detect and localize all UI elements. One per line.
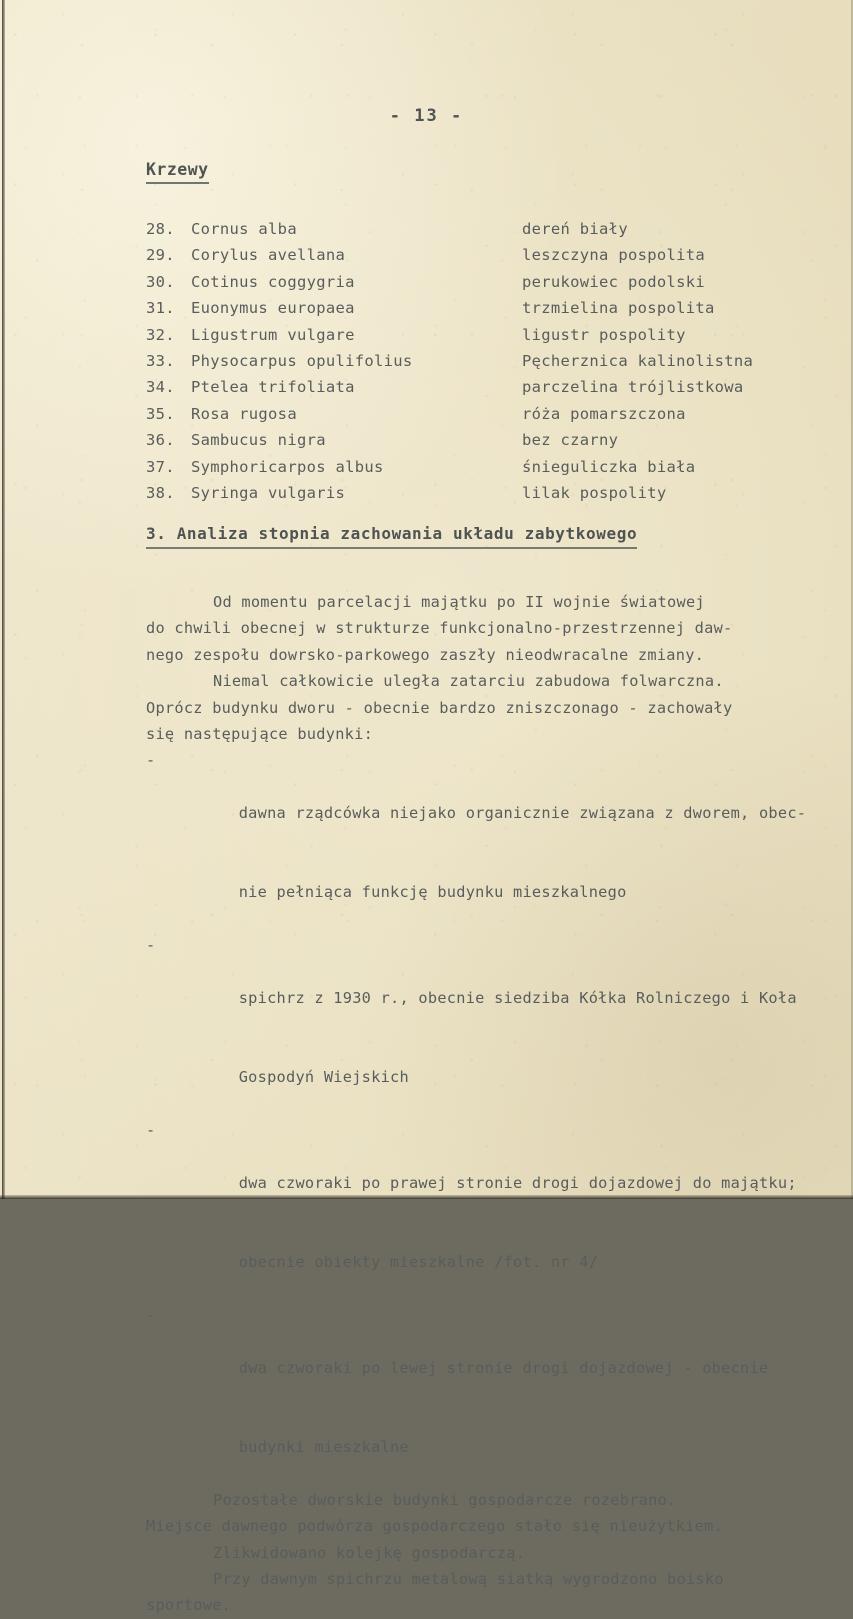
species-row [0,326,853,352]
paragraph-3-line-2: Miejsce dawnego podwórza gospodarczego stało się nieużytkiem. [146,1517,724,1536]
building-item-line-2-wrap [146,1223,806,1302]
species-number: 34. [146,378,175,397]
species-number: 28. [146,220,175,238]
building-list-item [146,1117,806,1223]
bullet-dash-icon: - [146,751,156,770]
building-item-line-1: dwa czworaki po lewej stronie drogi dojazdowej - obecnie [238,1358,769,1377]
building-item-line-1: dawna rządcówka niejako organicznie związana z dworem, obec- [238,804,807,823]
species-number: 35. [146,404,175,423]
species-latin-name: Cotinus coggygria [191,272,355,291]
species-latin-name: Symphoricarpos albus [191,457,384,476]
building-item-line-2: budynki mieszkalne [238,1438,409,1456]
species-row [0,299,853,325]
species-number: 38. [146,483,175,502]
paragraph-2-line-3: się następujące budynki: [146,725,374,744]
analysis-heading-label: 3. Analiza stopnia zachowania układu zabytkowego [146,524,638,543]
building-list-item [146,932,806,1038]
species-number: 29. [146,246,175,265]
species-polish-name: perukowiec podolski [522,272,706,291]
species-row [0,273,853,299]
paragraph-4-line-1: Zlikwidowano kolejkę gospodarczą. [213,1543,526,1562]
species-polish-name: bez czarny [522,431,619,450]
species-polish-name: trzmielina pospolita [522,299,715,318]
species-polish-name: parczelina trójlistkowa [522,378,744,397]
paragraph-5-line-1: Przy dawnym spichrzu metalową siatką wygrodzono boisko [213,1570,724,1589]
analysis-heading-underline [146,547,637,549]
paragraph-5-line-2: sportowe. [146,1596,232,1615]
species-number: 32. [146,325,175,344]
species-row [0,458,853,484]
bullet-dash-icon: - [146,1305,156,1324]
species-polish-name: ligustr pospolity [522,325,686,344]
bullet-dash-icon: - [146,936,156,955]
species-latin-name: Sambucus nigra [191,431,326,450]
building-item-line-2-wrap [146,1408,806,1487]
species-latin-name: Euonymus europaea [191,299,355,318]
species-row [0,378,853,404]
building-item-line-2: Gospodyń Wiejskich [238,1068,409,1087]
building-item-line-1: dwa czworaki po prawej stronie drogi dojazdowej do majątku; [238,1173,797,1192]
species-polish-name: lilak pospolity [522,483,667,502]
species-number: 31. [146,299,175,318]
species-row [0,484,853,510]
page-number: - 13 - [389,106,464,126]
species-latin-name: Ptelea trifoliata [191,378,355,397]
species-polish-name: leszczyna pospolita [522,246,706,265]
analysis-section-heading [146,524,637,549]
shrub-species-list [0,220,853,510]
species-latin-name: Physocarpus opulifolius [191,351,413,370]
paragraph-1-line-2: do chwili obecnej w strukturze funkcjonalno-przestrzennej daw- [146,619,733,638]
shrubs-heading-underline [146,182,209,184]
species-number: 37. [146,457,175,476]
paragraph-3-line-1: Pozostałe dworskie budynki gospodarcze rozebrano. [213,1490,677,1509]
shrubs-heading-label: Krzewy [146,160,209,179]
building-item-line-1: spichrz z 1930 r., obecnie siedziba Kółka Rolniczego i Koła [238,989,797,1008]
building-list-item [146,1302,806,1408]
species-latin-name: Ligustrum vulgare [191,325,355,344]
species-latin-name: Rosa rugosa [191,404,297,423]
species-number: 30. [146,272,175,291]
building-item-line-2-wrap [146,1038,806,1117]
species-row [0,220,853,246]
paragraph-1-line-1: Od momentu parcelacji majątku po II wojnie światowej [213,593,705,611]
species-row [0,431,853,457]
species-row [0,246,853,272]
species-number: 36. [146,431,175,450]
species-number: 33. [146,351,175,370]
paragraph-2-line-1: Niemal całkowicie uległa zatarciu zabudowa folwarczna. [213,672,724,691]
species-latin-name: Cornus alba [191,220,297,238]
building-list-item [146,747,806,853]
species-polish-name: śnieguliczka biała [522,457,696,476]
species-latin-name: Corylus avellana [191,246,346,265]
species-row [0,352,853,378]
species-row [0,405,853,431]
paragraph-1-line-3: nego zespołu dowrsko-parkowego zaszły nieodwracalne zmiany. [146,645,705,664]
species-polish-name: dereń biały [522,220,628,238]
species-polish-name: róża pomarszczona [522,404,686,423]
species-latin-name: Syringa vulgaris [191,483,346,502]
paragraph-2-line-2: Oprócz budynku dworu - obecnie bardzo zniszczonago - zachowały [146,698,733,717]
shrubs-heading [146,160,209,184]
analysis-body-text [146,589,806,1619]
species-polish-name: Pęcherznica kalinolistna [522,351,754,370]
bullet-dash-icon: - [146,1121,156,1140]
building-item-line-2: nie pełniąca funkcję budynku mieszkalnego [238,883,627,902]
building-item-line-2-wrap [146,853,806,932]
building-item-line-2: obecnie obiekty mieszkalne /fot. nr 4/ [238,1253,599,1272]
